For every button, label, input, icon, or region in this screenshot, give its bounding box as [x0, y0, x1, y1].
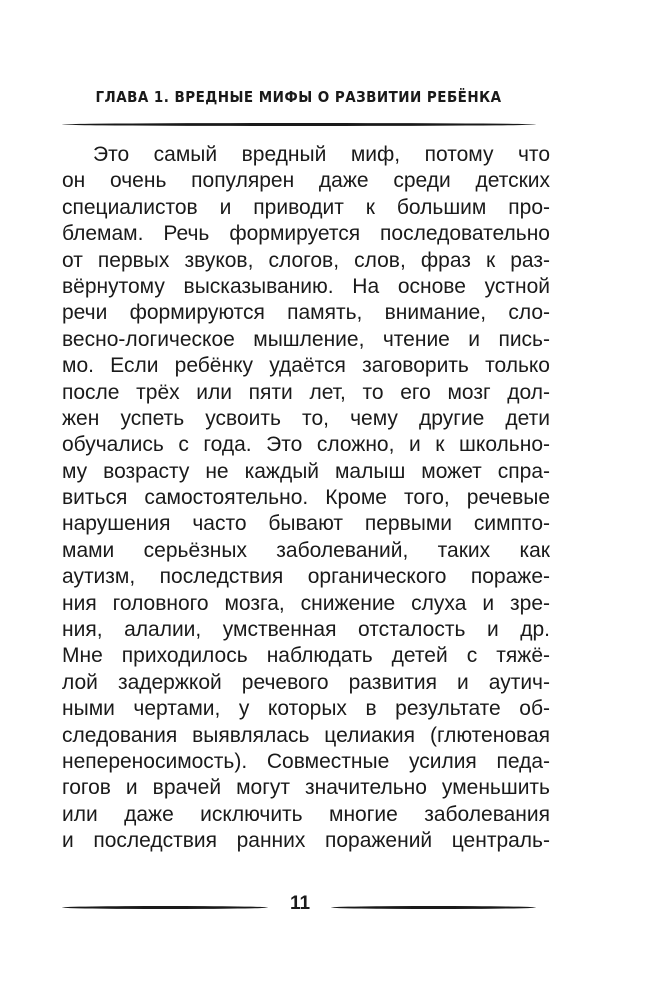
- text-line: блемам. Речь формируется последовательно: [62, 222, 550, 246]
- footer-divider-right: [331, 906, 536, 909]
- text-line: вёрнутому высказыванию. На основе устной: [62, 274, 550, 298]
- text-line: или даже исключить многие заболевания: [62, 802, 550, 826]
- text-line: виться самостоятельно. Кроме того, речевые: [62, 486, 550, 510]
- text-line: мо. Если ребёнку удаётся заговорить только: [62, 354, 550, 378]
- text-line: весно-логическое мышление, чтение и пись-: [62, 327, 550, 351]
- text-line: следования выявлялась целиакия (глютеновая: [62, 723, 550, 747]
- running-header: ГЛАВА 1. ВРЕДНЫЕ МИФЫ О РАЗВИТИИ РЕБЁНКА: [95, 88, 502, 106]
- text-line: и последствия ранних поражений централь-: [62, 829, 550, 853]
- text-line: му возрасту не каждый малыш может спра-: [62, 459, 550, 483]
- header-divider: [62, 123, 536, 126]
- text-line: ными чертами, у которых в результате об-: [62, 697, 550, 721]
- text-line: ния, алалии, умственная отсталость и др.: [62, 618, 550, 642]
- footer-divider-left: [62, 906, 268, 909]
- page-number: 11: [289, 893, 311, 914]
- text-line: нарушения часто бывают первыми симпто-: [62, 512, 550, 536]
- text-line: от первых звуков, слогов, слов, фраз к раз-: [62, 248, 550, 272]
- text-line: аутизм, последствия органического пораже-: [62, 565, 550, 589]
- text-line: Мне приходилось наблюдать детей с тяжё-: [62, 644, 550, 668]
- text-line: специалистов и приводит к большим про-: [62, 195, 550, 219]
- text-line: мами серьёзных заболеваний, таких как: [62, 538, 550, 562]
- text-line: он очень популярен даже среди детских: [62, 169, 550, 193]
- text-line: непереносимость). Совместные усилия педа-: [62, 749, 550, 773]
- text-line: Это самый вредный миф, потому что: [93, 143, 550, 166]
- text-line: после трёх или пяти лет, то его мозг дол-: [62, 380, 550, 404]
- text-line: обучались с года. Это сложно, и к школьно-: [62, 433, 550, 457]
- text-line: лой задержкой речевого развития и аутич-: [62, 670, 550, 694]
- text-line: речи формируются память, внимание, сло-: [62, 301, 550, 325]
- text-line: ния головного мозга, снижение слуха и зре-: [62, 591, 550, 615]
- body-text: [62, 142, 550, 855]
- text-line: гогов и врачей могут значительно уменьшить: [62, 776, 550, 800]
- text-line: жен успеть усвоить то, чему другие дети: [62, 406, 550, 430]
